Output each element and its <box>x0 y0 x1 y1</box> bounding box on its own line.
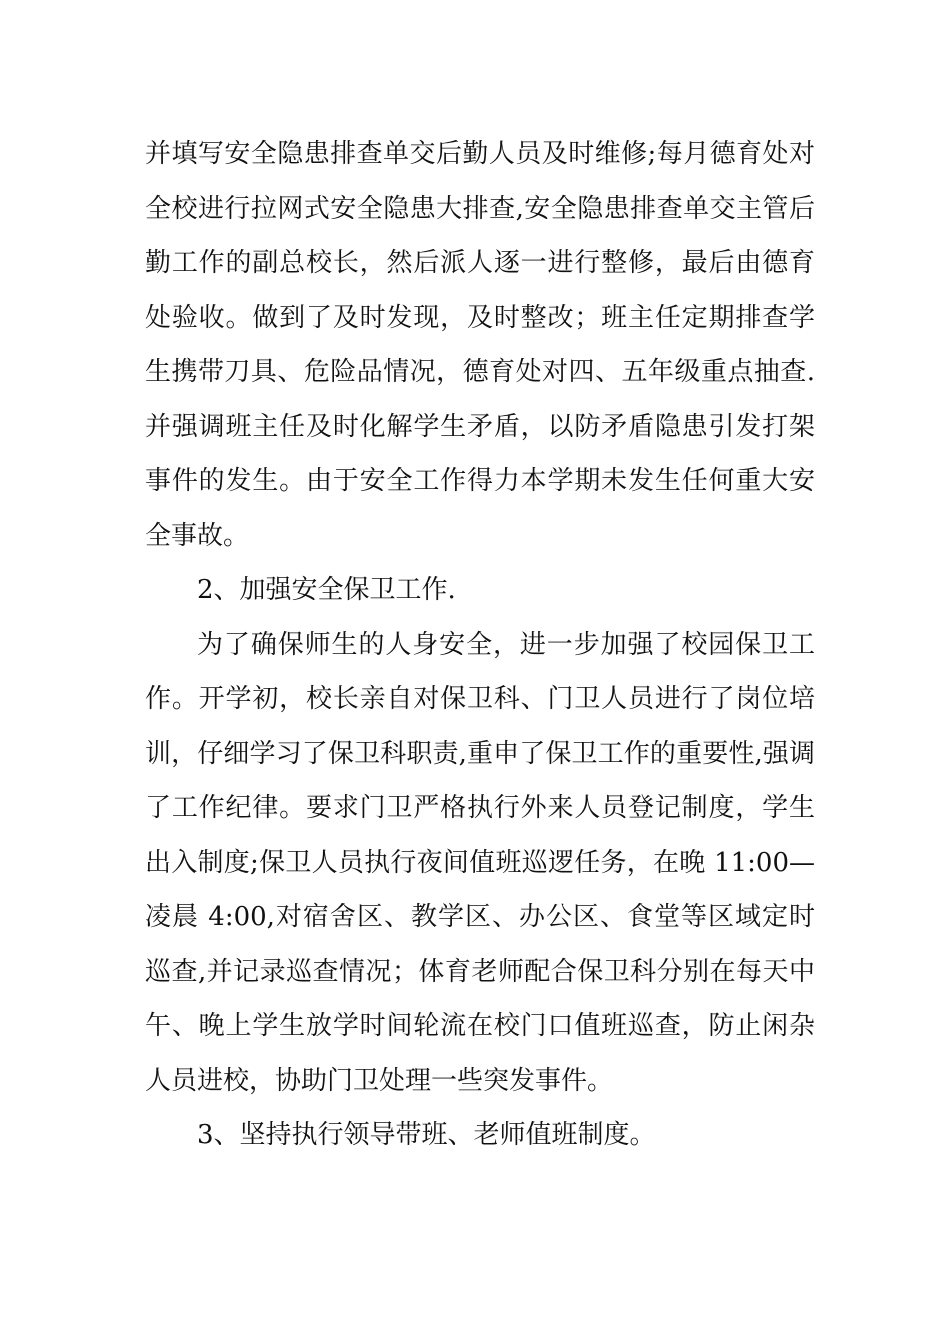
document-body <box>145 127 815 1163</box>
paragraph-campus-security: 为了确保师生的人身安全，进一步加强了校园保卫工作。开学初，校长亲自对保卫科、门卫人员进行了岗位培训，仔细学习了保卫科职责,重申了保卫工作的重要性,强调了工作纪律。要求门卫严格执行外来人员登记制度，学生出入制度;保卫人员执行夜间值班巡逻任务，在晚 11:00—凌晨 4:00,对宿舍区、教学区、办公区、食堂等区域定时巡查,并记录巡查情况；体育老师配合保卫科分别在每天中午、晚上学生放学时间轮流在校门口值班巡查，防止闲杂人员进校，协助门卫处理一些突发事件。 <box>145 629 815 1096</box>
paragraph-safety-inspection: 并填写安全隐患排查单交后勤人员及时维修;每月德育处对全校进行拉网式安全隐患大排查,安全隐患排查单交主管后勤工作的副总校长，然后派人逐一进行整修，最后由德育处验收。做到了及时发现，及时整改；班主任定期排查学生携带刀具、危险品情况，德育处对四、五年级重点抽查.并强调班主任及时化解学生矛盾，以防矛盾隐患引发打架事件的发生。由于安全工作得力本学期未发生任何重大安全事故。 <box>145 139 815 551</box>
section-heading-security-work: 2、加强安全保卫工作. <box>197 575 456 605</box>
section-heading-duty-system: 3、坚持执行领导带班、老师值班制度。 <box>197 1120 656 1150</box>
